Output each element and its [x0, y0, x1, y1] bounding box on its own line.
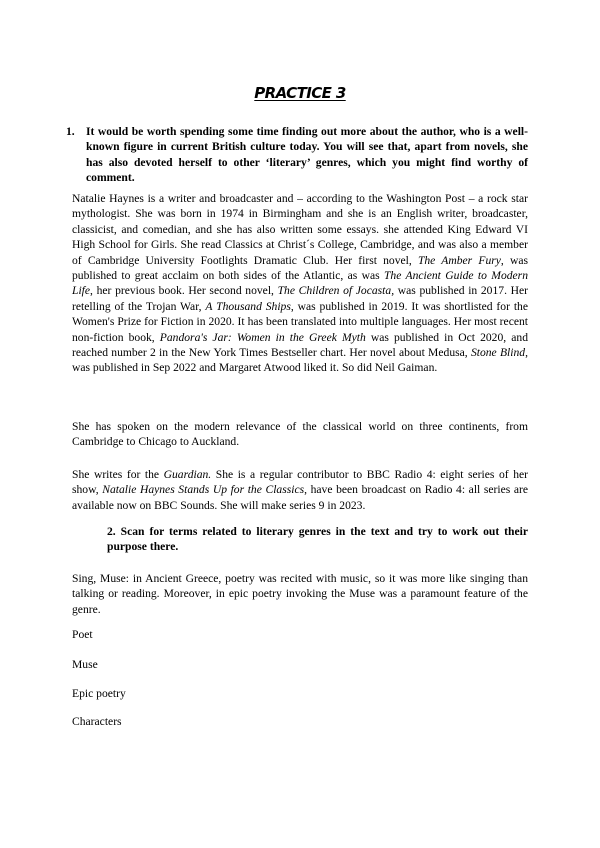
- newspaper-title: Guardian.: [163, 468, 212, 481]
- bio-text-4: was published in 2017. Her retelling of the Trojan War,: [72, 284, 529, 313]
- book-title-children-of-jocasta: The Children of Jocasta,: [277, 284, 395, 298]
- media-paragraph: [72, 467, 528, 513]
- book-title-amber-fury: The Amber Fury: [417, 253, 501, 267]
- book-title-thousand-ships: A Thousand Ships: [205, 299, 291, 313]
- speaking-paragraph: She has spoken on the modern relevance of the classical world on three continents, from Cambridge to Chicago to Auckland.: [72, 420, 528, 449]
- question-1: [66, 124, 528, 186]
- bio-text-1: Natalie Haynes is a writer and broadcaster and – according to the Washington Post – a rock star mythologist. She was born in 1974 in Birmingham and she is an English writer, broadcaster, classicist, and comedian, and she has also written some essays. she attended King Edward VI High School for Girls. She read Classics at Christ´s College, Cambridge, and was also a member of Cambridge University Footlights Dramatic Club. Her first novel,: [72, 192, 528, 267]
- media-text-3: , have been broadcast on Radio 4: all series are available now on BBC Sounds. She will make series 9 in 2023.: [72, 483, 528, 512]
- question-1-text: It would be worth spending some time finding out more about the author, who is a well-known figure in current British culture today. You will see that, apart from novels, she has also devoted herself to other ‘literary’ genres, which you might find worthy of comment.: [86, 125, 528, 185]
- bio-text-2: , was published to great acclaim on both sides of the Atlantic, as was: [72, 253, 529, 283]
- book-title-stone-blind: Stone Blind: [470, 346, 526, 360]
- question-1-number: 1.: [66, 125, 75, 138]
- muse-paragraph: Sing, Muse: in Ancient Greece, poetry was recited with music, so it was more like singing than talking or reading. Moreover, in epic poetry invoking the Muse was a paramount feature of the genre.: [72, 572, 528, 616]
- term-item: Epic poetry: [72, 687, 126, 700]
- book-title-ancient-guide: The Ancient Guide to Modern Life: [72, 269, 528, 298]
- term-item: Characters: [72, 715, 122, 728]
- biography-paragraph: [72, 191, 528, 376]
- media-text-2: She is a regular contributor to BBC Radio 4: eight series of her show,: [72, 468, 528, 497]
- show-title: Natalie Haynes Stands Up for the Classics: [102, 483, 305, 497]
- page-title: PRACTICE 3: [254, 84, 346, 102]
- bio-text-6: was published in Oct 2020, and reached number 2 in the New York Times Bestseller chart. Her novel about Medusa,: [72, 330, 528, 360]
- bio-text-3: , her previous book. Her second novel,: [90, 284, 278, 298]
- question-2: 2. Scan for terms related to literary genres in the text and try to work out their purpose there.: [107, 525, 528, 554]
- bio-text-7: , was published in Sep 2022 and Margaret Atwood liked it. So did Neil Gaiman.: [72, 346, 528, 375]
- bio-text-5: , was published in 2019. It was shortlisted for the Women's Prize for Fiction in 2020. It has been translated into multiple languages. Her most recent non-fiction book,: [72, 299, 528, 344]
- term-item: Poet: [72, 628, 93, 641]
- book-title-pandoras-jar: Pandora's Jar: Women in the Greek Myth: [159, 330, 366, 344]
- term-item: Muse: [72, 658, 98, 671]
- media-text-1: She writes for the: [72, 468, 164, 481]
